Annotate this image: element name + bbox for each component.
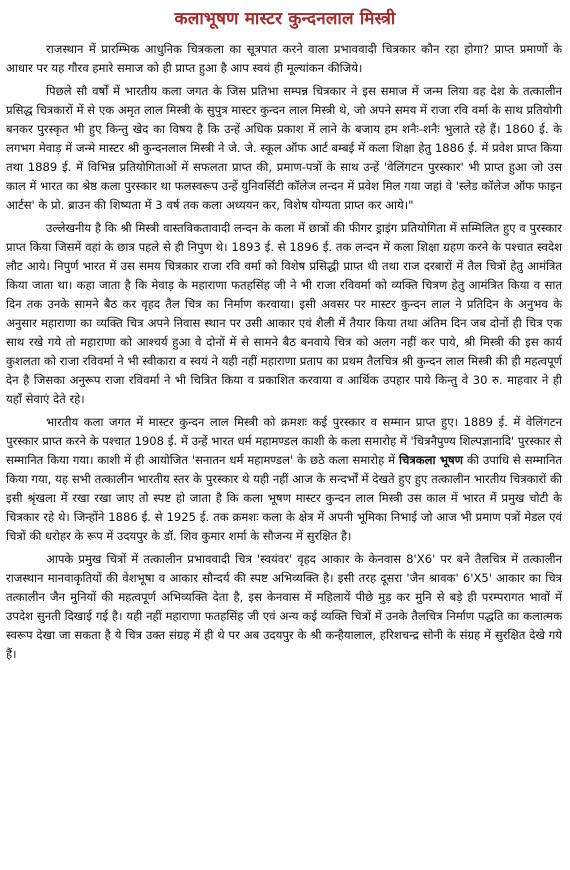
paragraph-text-continued: की उपाधि से सम्मानित किया गया, यह सभी तत्कालीन भारतीय स्तर के पुरस्कार थे यही नहीं आज के सन्दर्भों में देखते हुए हुए तत्कालीन भारतीय चित्रकारों की इसी श्रृंखला में रखा रखा जाए तो स्पष्ट हो जाता है कि कला भूषण मास्टर कुन्दन लाल मिस्त्री उस काल में भारत में प्रमुख चोटी के चित्रकार रहे थे। जिन्होंने 1886 ई. से 1925 ई. तक क्रमशः कला के क्षेत्र में अपनी भूमिका निभाई जो आज भी प्रमाण पत्रों मेडल एवं चित्रों की धरोहर के रूप में उदयपुर के डॉ. शिव कुमार शर्मा के सौजन्य में सुरक्षित है।: [6, 453, 562, 543]
paragraph-text: भारतीय कला जगत में मास्टर कुन्दन लाल मिस्त्री को क्रमशः कई पुरस्कार व सम्मान प्राप्त हुए। 1889 ई. में वेलिंगटन पुरस्कार प्राप्त करने के पश्चात 1908 ई. में उन्हें भारत धर्म महामण्डल काशी के कला समारोह में 'चित्रनैपुण्य शिल्पज्ञानादि' पुरस्कार से सम्मानित किया गया। काशी में ही आयोजित 'सनातन धर्म महामण्डल' के छठे कला समारोह में: [6, 415, 562, 467]
paragraph-text: राजस्थान में प्रारम्भिक आधुनिक चित्रकला का सूत्रपात करने वाला प्रभाववादी चित्रकार कौन रहा होगा? प्राप्त प्रमाणों के आधार पर यह गौरव हमारे समाज को ही प्राप्त हुआ है आप स्वयं ही मूल्यांकन कीजिये।: [6, 42, 562, 75]
highlighted-title: चित्रकला भूषण: [399, 453, 464, 467]
paragraph-text: आपके प्रमुख चित्रों में तत्कालीन प्रभाववादी चित्र 'स्वयंवर' वृहद आकार के केनवास 8'X6' पर बने तैलचित्र में तत्कालीन राजस्थान मानवाकृतियों की वेशभूषा व आकार सौन्दर्य की स्पष्ट अभिव्यक्ति है। इसी तरह दूसरा 'जैन श्रावक' 6'X5' आकार का चित्र तत्कालीन जैन मुनियों की महत्वपूर्ण अभिव्यक्ति देता है, इस केनवास में महिलायें पीछे मुड़ कर मुनि से बड़े ही परम्परागत भावों में उपदेश सुनती दिखाई गई है। यही नहीं महाराणा फतहसिंह जी एवं अन्य कई व्यक्ति चित्रों में उनके तैलचित्र निर्माण पद्धति का कलात्मक स्वरूप देखा जा सकता है ये चित्र उक्त संग्रह में ही थे पर अब उदयपुर के श्री कन्हैयालाल, हरिशचन्द्र सोनी के संग्रह में सुरक्षित देखे गये हैं।: [6, 552, 562, 661]
paragraph-3: [6, 219, 562, 409]
paragraph-5: [6, 550, 562, 664]
paragraph-text: पिछले सौ वर्षों में भारतीय कला जगत के जिस प्रतिभा सम्पन्न चित्रकार ने इस समाज में जन्म लिया वह देश के तत्कालीन प्रसिद्ध चित्रकारों में से एक अमृत लाल मिस्त्री के सुपुत्र मास्टर कुन्दन लाल मिस्त्री थे, जो अपने समय में राजा रवि वर्मा के साथ प्रतियोगी बनकर पुरस्कृत भी हुए किन्तु खेद का विषय है कि उन्हें अधिक प्रकाश में लाने के बजाय हम शनैः-शनैः भुलाते रहे हैं। 1860 ई. के लगभग मेवाड़ में जन्मे मास्टर श्री कुन्दनलाल मिस्त्री ने जे. जे. स्कूल ऑफ आर्ट बम्बई में कला शिक्षा हेतु 1886 ई. में प्रवेश प्राप्त किया तथा 1889 ई. में विभिन्न प्रतियोगिताओं में सफलता प्राप्त की, प्रमाण-पत्रों के साथ उन्हें 'वेलिंगटन पुरस्कार' भी प्राप्त हुआ जो उस काल में भारत का श्रेष्ठ कला पुरस्कार था फलस्वरूप उन्हें युनिवर्सिटी कॉलेज लन्दन में प्रवेश मिल गया जहां वे 'स्लेड कॉलेज ऑफ फाइन आर्टस' के प्रो. ब्राउन की शिष्यता में 3 वर्ष तक कला अध्ययन कर, विशेष योग्यता प्राप्त कर आये।": [6, 84, 562, 212]
paragraph-1: [6, 40, 562, 78]
page-title: कलाभूषण मास्टर कुन्दनलाल मिस्त्री: [174, 9, 396, 29]
paragraph-2: [6, 82, 562, 215]
paragraph-4: [6, 413, 562, 546]
article-body: [6, 40, 562, 668]
paragraph-text: उल्लेखनीय है कि श्री मिस्त्री वास्तविकतावादी लन्दन के कला में छात्रों की फीगर ड्राइंग प्रतियोगिता में सम्मिलित हुए व पुरस्कार प्राप्त किया जिसमें वहां के छात्र पहले से ही निपुण थे। 1893 ई. से 1896 ई. तक लन्दन में कला शिक्षा ग्रहण करने के पश्चात स्वदेश लौट आये। निपुर्ण भारत में उस समय चित्रकार राजा रवि वर्मा को विशेष प्रसिद्धी प्राप्त थी तथा राज दरबारों में तैल चित्रों हेतु आमंत्रित किया जाता था। कहा जाता है कि मेवाड़ के महाराणा फतहसिंह जी ने भी राजा रविवर्मा को व्यक्ति चित्रण हेतु आमंत्रित किया व सात दिन तक उनके सामने बैठ कर वृहद तैल चित्र का निर्माण करवाया। इसी अवसर पर मास्टर कुन्दन लाल ने प्रतिदिन के अनुभव के अनुसार महाराणा का व्यक्ति चित्र अपने निवास स्थान पर उसी आकार एवं शैली में तैयार किया तथा अंतिम दिन जब दोनों ही चित्र एक साथ रखे गये तो महाराणा को आश्चर्य हुआ वे दोनों में से सामने बैठ बनवाये चित्र को अलग नहीं कर पाये, श्री मिस्त्री की इस कार्य कुशलता को राजा रविवर्मा ने भी स्वीकारा व स्वयं ने यही नहीं महाराणा प्रताप का प्रथम तैलचित्र श्री कुन्दन लाल मिस्त्री की ही महत्वपूर्ण देन है जिसका अनुरूप राजा रविवर्मा ने भी चित्रित किया व प्रकाशित करवाया व आर्थिक उपहार पाये किन्तु वे 30 रु. माहवार ने ही यहाँ सेवाएं देते रहे।: [6, 221, 562, 406]
